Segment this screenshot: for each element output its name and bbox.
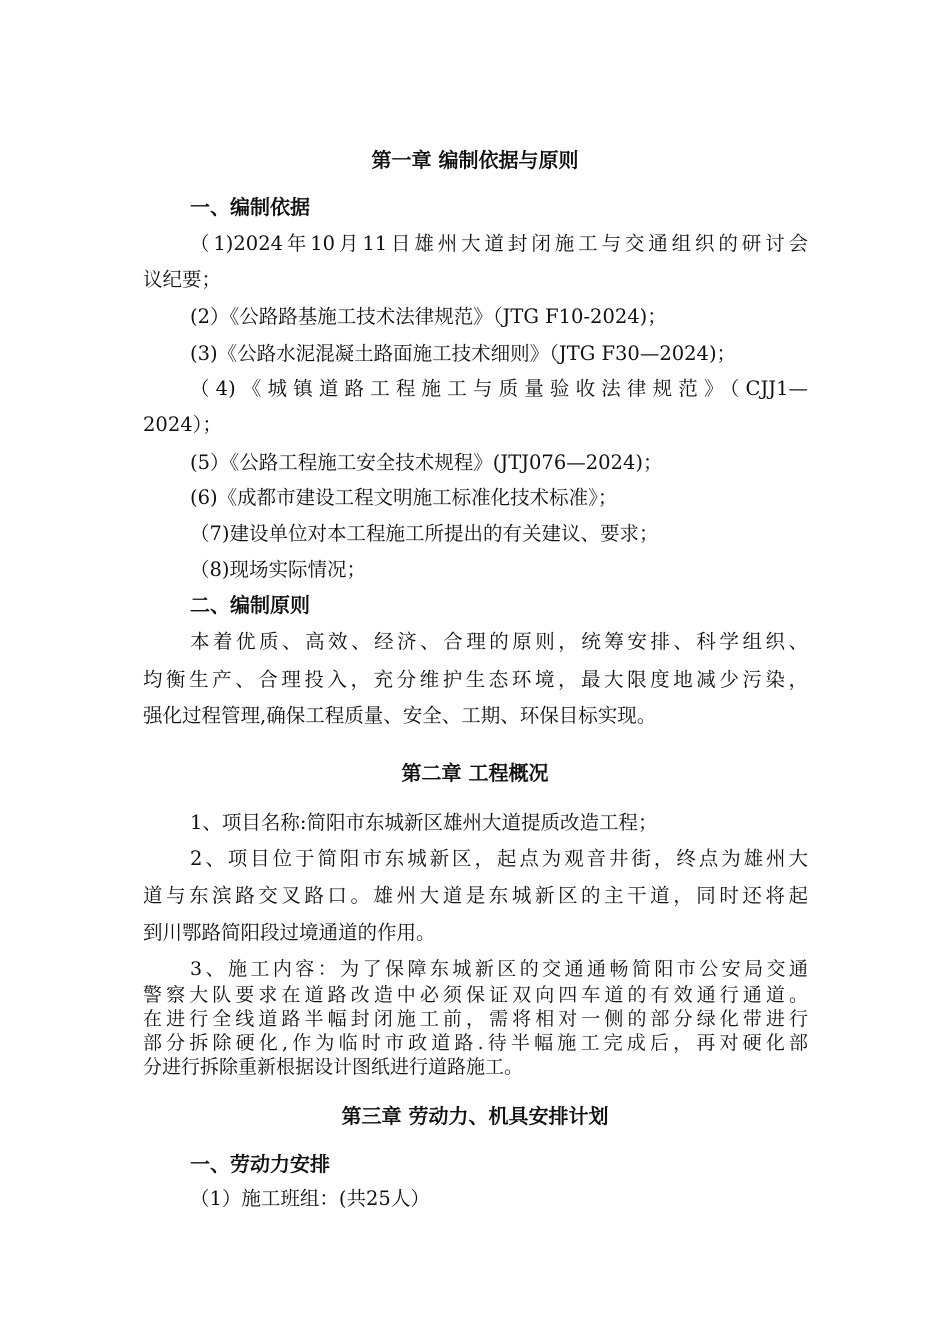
basis-item-3: (3)《公路水泥混凝土路面施工技术细则》（JTG F30—2024)； <box>190 342 737 365</box>
overview-item-3-line-2: 警察大队要求在道路改造中必须保证双向四车道的有效通行通道。 <box>143 984 808 1006</box>
chapter-1-title: 第一章 编制依据与原则 <box>371 148 579 172</box>
basis-item-1-line-2: 议纪要； <box>143 268 222 291</box>
basis-item-8: （8)现场实际情况； <box>190 558 367 581</box>
principle-line-2: 均衡生产、合理投入，充分维护生态环境，最大限度地减少污染， <box>143 668 808 691</box>
chapter-3-title: 第三章 劳动力、机具安排计划 <box>341 1104 609 1128</box>
basis-item-4-line-1: （4)《城镇道路工程施工与质量验收法律规范》（CJJ1— <box>190 377 808 400</box>
overview-item-3-line-3: 在进行全线道路半幅封闭施工前，需将相对一侧的部分绿化带进行 <box>143 1008 808 1030</box>
basis-item-4-line-2: 2024）； <box>143 413 222 436</box>
principle-line-1: 本着优质、高效、经济、合理的原则，统筹安排、科学组织、 <box>190 630 808 653</box>
principle-line-3: 强化过程管理,确保工程质量、安全、工期、环保目标实现。 <box>143 704 657 727</box>
basis-item-5: (5）《公路工程施工安全技术规程》(JTJ076—2024)； <box>190 451 663 474</box>
section-principle-heading: 二、编制原则 <box>190 593 310 617</box>
basis-item-1-line-1: （1)2024年10月11日雄州大道封闭施工与交通组织的研讨会 <box>190 232 808 255</box>
overview-item-1: 1、项目名称:简阳市东城新区雄州大道提质改造工程； <box>190 811 658 834</box>
basis-item-6: (6)《成都市建设工程文明施工标准化技术标准》； <box>190 486 618 509</box>
section-labor-heading: 一、劳动力安排 <box>190 1152 330 1176</box>
basis-item-2: (2）《公路路基施工技术法律规范》（JTG F10-2024)； <box>190 305 667 328</box>
chapter-2-title: 第二章 工程概况 <box>401 761 549 785</box>
basis-item-7: （7)建设单位对本工程施工所提出的有关建议、要求； <box>190 522 659 545</box>
overview-item-3-line-5: 分进行拆除重新根据设计图纸进行道路施工。 <box>143 1056 524 1078</box>
overview-item-2-line-3: 到川鄂路简阳段过境通道的作用。 <box>143 921 436 944</box>
labor-item-1: （1）施工班组：(共25人） <box>190 1187 430 1210</box>
overview-item-3-line-1: 3、施工内容：为了保障东城新区的交通通畅简阳市公安局交通 <box>190 958 808 980</box>
overview-item-2-line-2: 道与东滨路交叉路口。雄州大道是东城新区的主干道，同时还将起 <box>143 884 808 907</box>
overview-item-2-line-1: 2、项目位于简阳市东城新区，起点为观音井街，终点为雄州大 <box>190 847 808 870</box>
section-basis-heading: 一、编制依据 <box>190 195 310 219</box>
overview-item-3-line-4: 部分拆除硬化,作为临时市政道路.待半幅施工完成后，再对硬化部 <box>143 1032 808 1054</box>
